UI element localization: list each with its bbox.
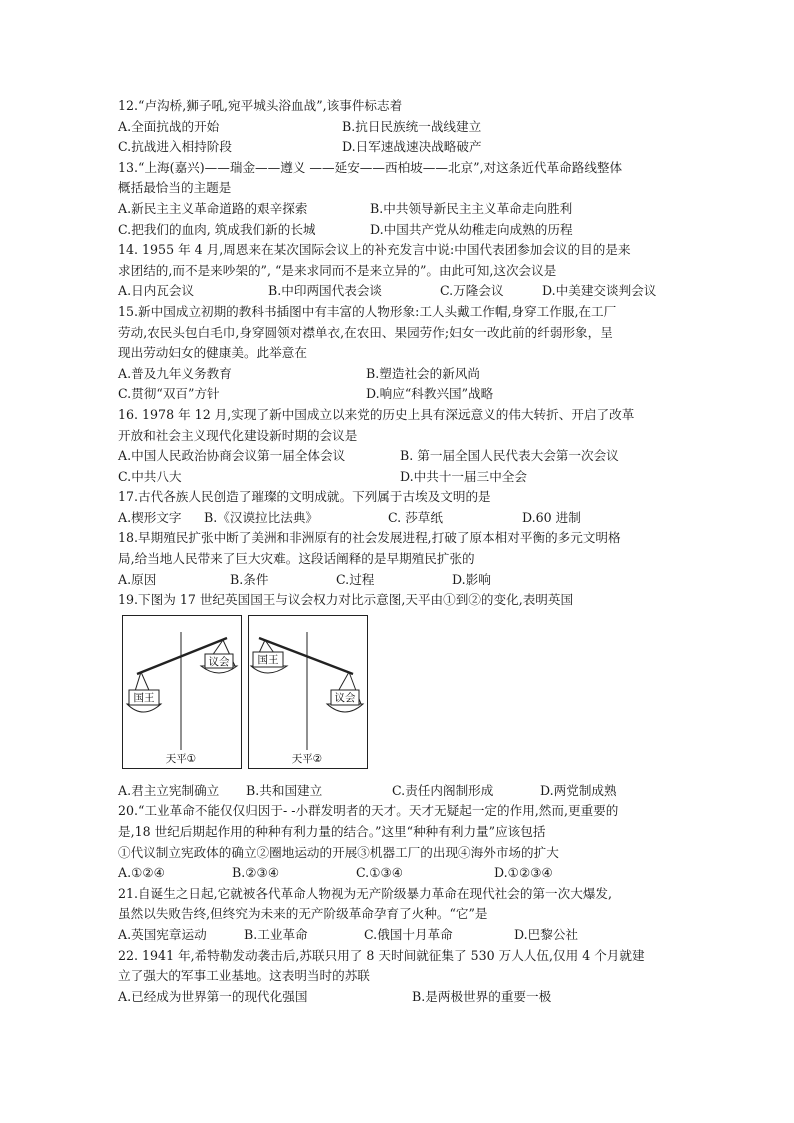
balance-figure-2 xyxy=(248,615,368,769)
balance-1-caption: 天平① xyxy=(165,752,197,765)
balance-2-right-label: 议会 xyxy=(334,691,356,704)
question-14-stem-line2: 求团结的,而不是来吵架的”, “是来求同而不是来立异的”。由此可知,这次会议是 xyxy=(118,262,557,278)
question-16-options-row1 xyxy=(118,446,678,467)
q13-option-b[interactable]: B.中共领导新民主主义革命走向胜利 xyxy=(370,200,573,216)
question-15-stem-line1: 15.新中国成立初期的教科书插图中有丰富的人物形象:工人头戴工作帽,身穿工作服,在工厂 xyxy=(118,303,617,319)
question-20-stem-line2: 是,18 世纪后期起作用的种种有利力量的结合。”这里“种种有利力量”应该包括 xyxy=(118,824,546,840)
question-16-stem-line1: 16. 1978 年 12 月,实现了新中国成立以来党的历史上具有深远意义的伟大转折、开启了改革 xyxy=(118,406,635,422)
q19-option-a[interactable]: A.君主立宪制确立 xyxy=(118,782,220,798)
q14-option-a[interactable]: A.日内瓦会议 xyxy=(118,283,195,299)
q13-option-d[interactable]: D.中国共产党从幼稚走向成熟的历程 xyxy=(370,221,573,237)
q16-option-b[interactable]: B. 第一届全国人民代表大会第一次会议 xyxy=(400,448,619,464)
q18-option-a[interactable]: A.原因 xyxy=(118,571,157,587)
question-20-options xyxy=(118,863,678,884)
question-21-stem-line1: 21.自诞生之日起,它就被各代革命人物视为无产阶级暴力革命在现代社会的第一次大爆发, xyxy=(118,885,613,901)
balance-2-caption: 天平② xyxy=(291,752,323,765)
q15-option-c[interactable]: C.贯彻“双百”方针 xyxy=(118,386,220,402)
balance-1-right-label: 议会 xyxy=(208,655,230,668)
q21-option-a[interactable]: A.英国宪章运动 xyxy=(118,927,207,942)
question-21-options xyxy=(118,925,678,946)
question-15-options-row1 xyxy=(118,364,678,385)
question-22-stem-line1: 22. 1941 年,希特勒发动袭击后,苏联只用了 8 天时间就征集了 530 万人人伍,仅用 4 个月就建 xyxy=(118,947,645,963)
q18-option-c[interactable]: C.过程 xyxy=(336,571,375,587)
q20-option-b[interactable]: B.②③④ xyxy=(232,865,280,881)
q21-option-b[interactable]: B.工业革命 xyxy=(244,927,308,942)
balance-figures xyxy=(118,615,678,775)
q20-option-d[interactable]: D.①②③④ xyxy=(494,865,553,881)
q14-option-d[interactable]: D.中美建交谈判会议 xyxy=(542,283,657,299)
balance-2-svg xyxy=(249,616,367,768)
q12-option-b[interactable]: B.抗日民族统一战线建立 xyxy=(342,118,482,134)
question-15-stem-line3: 现出劳动妇女的健康美。此举意在 xyxy=(118,345,307,361)
question-20-stem-line3: ①代议制立宪政体的确立②圈地运动的开展③机器工厂的出现④海外市场的扩大 xyxy=(118,844,559,860)
q19-option-d[interactable]: D.两党制成熟 xyxy=(540,782,617,798)
q14-option-b[interactable]: B.中印两国代表会谈 xyxy=(268,283,383,299)
q21-option-d[interactable]: D.巴黎公社 xyxy=(514,927,579,942)
question-17-stem: 17.古代各族人民创造了璀璨的文明成就。下列属于古埃及文明的是 xyxy=(118,489,491,505)
q17-option-d[interactable]: D.60 进制 xyxy=(522,509,581,525)
question-20-stem-line1: 20.“工业革命不能仅仅归因于- -小群发明者的天才。天才无疑起一定的作用,然而,更重要的 xyxy=(118,803,619,819)
balance-1-svg xyxy=(123,616,241,768)
exam-page xyxy=(118,96,678,1007)
question-19-stem: 19.下图为 17 世纪英国国王与议会权力对比示意图,天平由①到②的变化,表明英国 xyxy=(118,592,574,608)
question-21-stem-line2: 虽然以失败告终,但终究为未来的无产阶级革命孕育了火种。“它”是 xyxy=(118,906,488,922)
question-18-stem-line1: 18.早期殖民扩张中断了美洲和非洲原有的社会发展进程,打破了原本相对平衡的多元文明格 xyxy=(118,530,621,546)
q22-option-a[interactable]: A.已经成为世界第一的现代化强国 xyxy=(118,988,308,1004)
q17-option-c[interactable]: C. 莎草纸 xyxy=(388,509,443,525)
question-19-options xyxy=(118,781,678,802)
q18-option-d[interactable]: D.影响 xyxy=(452,571,491,587)
q16-option-a[interactable]: A.中国人民政治协商会议第一届全体会议 xyxy=(118,448,346,464)
question-18-options xyxy=(118,570,678,591)
q13-option-a[interactable]: A.新民主主义革命道路的艰辛探索 xyxy=(118,200,308,216)
q21-option-c[interactable]: C.俄国十月革命 xyxy=(364,927,453,942)
q14-option-c[interactable]: C.万隆会议 xyxy=(440,283,504,299)
question-15-stem-line2: 劳动,农民头包白毛巾,身穿圆领对襟单衣,在农田、果园劳作;妇女一改此前的纤弱形象，呈 xyxy=(118,324,613,340)
question-16-options-row2 xyxy=(118,467,678,488)
question-13-stem-line1: 13.“上海(嘉兴)——瑞金——遵义 ——延安——西柏坡——北京”,对这条近代革命路线整体 xyxy=(118,159,623,175)
balance-1-left-label: 国王 xyxy=(133,691,155,704)
q15-option-b[interactable]: B.塑造社会的新风尚 xyxy=(366,365,481,381)
balance-2-left-label: 国王 xyxy=(257,653,279,666)
question-14-options xyxy=(118,281,678,302)
q16-option-d[interactable]: D.中共十一届三中全会 xyxy=(400,468,527,484)
question-16-stem-line2: 开放和社会主义现代化建设新时期的会议是 xyxy=(118,427,358,443)
q20-option-a[interactable]: A.①②④ xyxy=(118,865,165,881)
q12-option-a[interactable]: A.全面抗战的开始 xyxy=(118,118,220,134)
q12-option-c[interactable]: C.抗战进入相持阶段 xyxy=(118,139,232,155)
q19-option-c[interactable]: C.责任内阁制形成 xyxy=(392,782,494,798)
q18-option-b[interactable]: B.条件 xyxy=(230,571,269,587)
q15-option-d[interactable]: D.响应“科教兴国”战略 xyxy=(366,386,494,402)
question-13-stem-line2: 概括最恰当的主题是 xyxy=(118,180,232,196)
question-17-options xyxy=(118,508,678,529)
question-22-options xyxy=(118,987,678,1008)
question-12-stem: 12.“卢沟桥,狮子吼,宛平城头浴血战”,该事件标志着 xyxy=(118,98,403,113)
question-12-options-row1 xyxy=(118,117,678,138)
question-14-stem-line1: 14. 1955 年 4 月,周恩来在某次国际会议上的补充发言中说:中国代表团参加会议的目的是来 xyxy=(118,242,631,258)
q19-option-b[interactable]: B.共和国建立 xyxy=(246,782,323,798)
q17-option-b[interactable]: B.《汉谟拉比法典》 xyxy=(204,509,319,525)
question-15-options-row2 xyxy=(118,384,678,405)
q22-option-b[interactable]: B.是两极世界的重要一极 xyxy=(412,988,552,1004)
question-18-stem-line2: 局,给当地人民带来了巨大灾难。这段话阐释的是早期殖民扩张的 xyxy=(118,551,475,567)
q16-option-c[interactable]: C.中共八大 xyxy=(118,468,182,484)
q13-option-c[interactable]: C.把我们的血肉, 筑成我们新的长城 xyxy=(118,221,316,237)
question-12-options-row2 xyxy=(118,137,678,158)
question-13-options-row1 xyxy=(118,199,678,220)
balance-figure-1 xyxy=(122,615,242,769)
q12-option-d[interactable]: D.日军速战速决战略破产 xyxy=(342,139,482,155)
q15-option-a[interactable]: A.普及九年义务教育 xyxy=(118,365,232,381)
question-13-options-row2 xyxy=(118,220,678,241)
q20-option-c[interactable]: C.①③④ xyxy=(356,865,404,881)
question-22-stem-line2: 立了强大的军事工业基地。这表明当时的苏联 xyxy=(118,968,370,984)
q17-option-a[interactable]: A.楔形文字 xyxy=(118,509,182,525)
